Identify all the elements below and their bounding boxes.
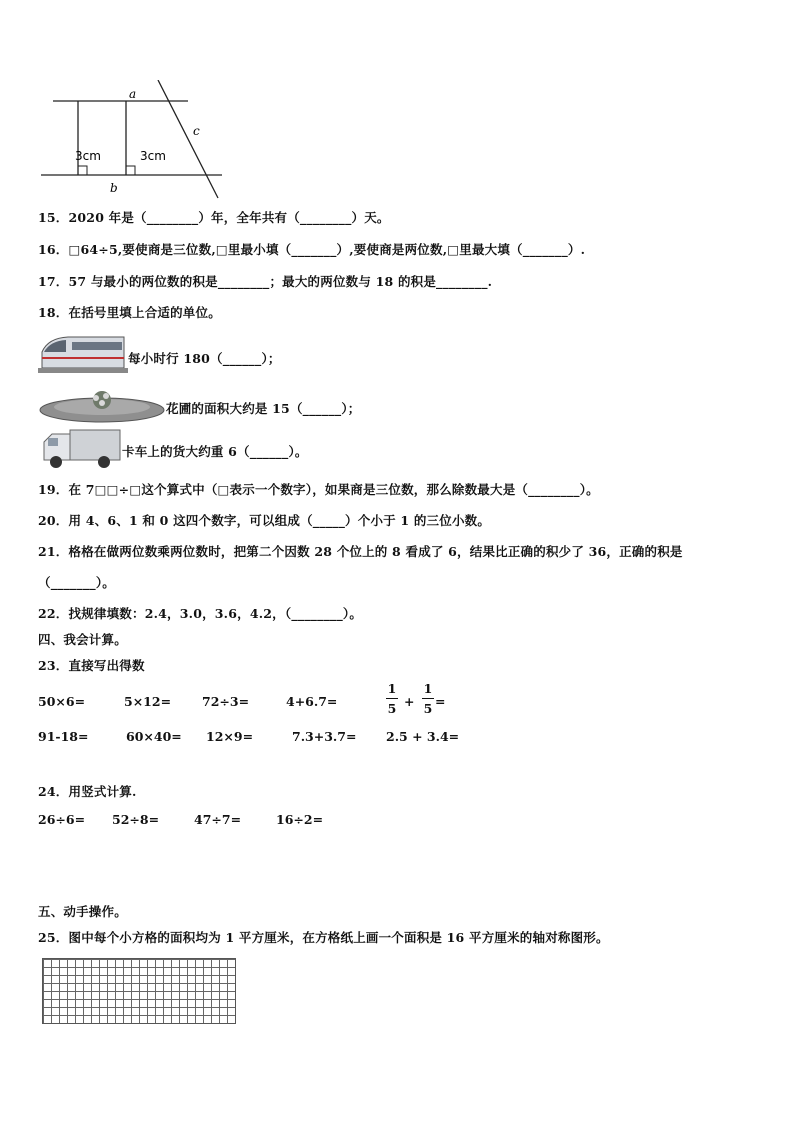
label-c: c	[193, 124, 200, 138]
calc-item: 4+6.7=	[286, 694, 338, 709]
calc-item: 91-18=	[38, 729, 89, 744]
question-18: 18．在括号里填上合适的单位。	[38, 305, 221, 320]
fraction-2	[422, 681, 434, 716]
label-a: a	[129, 87, 137, 101]
fraction-1	[386, 681, 398, 716]
train-icon	[38, 332, 128, 376]
grid-paper[interactable]	[42, 958, 236, 1024]
calc-item: 72÷3=	[202, 694, 250, 709]
question-21-line2: （_______）。	[38, 575, 116, 590]
equals-sign: =	[435, 694, 446, 709]
calc-item: 2.5 + 3.4=	[386, 729, 460, 744]
fraction-2-denominator: 5	[423, 701, 433, 716]
q18-item-truck: 卡车上的货大约重 6（______）。	[122, 444, 308, 459]
question-15: 15．2020 年是（________）年，全年共有（________）天。	[38, 210, 390, 225]
calc-item: 16÷2=	[276, 812, 324, 827]
section-4-heading: 四、我会计算。	[38, 632, 127, 647]
calc-item: 5×12=	[124, 694, 172, 709]
height-label-2: 3cm	[140, 149, 166, 163]
question-23: 23．直接写出得数	[38, 658, 145, 673]
question-19: 19．在 7□□÷□这个算式中（□表示一个数字），如果商是三位数，那么除数最大是（________）。	[38, 482, 599, 497]
calc-item: 50×6=	[38, 694, 86, 709]
section-5-heading: 五、动手操作。	[38, 904, 127, 919]
parallel-lines-figure	[38, 80, 228, 200]
fraction-1-numerator: 1	[387, 681, 397, 696]
question-16: 16．□64÷5,要使商是三位数,□里最小填（_______）,要使商是两位数,□里最大填（_______）.	[38, 242, 586, 257]
label-b: b	[110, 181, 118, 195]
question-25: 25．图中每个小方格的面积均为 1 平方厘米，在方格纸上画一个面积是 16 平方厘米的轴对称图形。	[38, 930, 609, 945]
calc-item: 7.3+3.7=	[292, 729, 357, 744]
flower-bed-icon	[38, 388, 166, 424]
truck-icon	[42, 428, 122, 470]
plus-sign: +	[404, 694, 415, 709]
question-21-line1: 21．格格在做两位数乘两位数时，把第二个因数 28 个位上的 8 看成了 6，结果比正确的积少了 36，正确的积是	[38, 544, 683, 559]
fraction-1-denominator: 5	[387, 701, 397, 716]
calc-item: 47÷7=	[194, 812, 242, 827]
question-20: 20．用 4、6、1 和 0 这四个数字，可以组成（_____）个小于 1 的三位小数。	[38, 513, 491, 528]
question-22: 22．找规律填数：2.4，3.0，3.6，4.2，（________）。	[38, 606, 363, 621]
fraction-2-numerator: 1	[423, 681, 433, 696]
calc-item: 12×9=	[206, 729, 254, 744]
question-24: 24．用竖式计算.	[38, 784, 137, 799]
q18-item-flower: 花圃的面积大约是 15（______）；	[166, 401, 361, 416]
question-17: 17．57 与最小的两位数的积是________；最大的两位数与 18 的积是________.	[38, 274, 493, 289]
q18-item-train: 每小时行 180（______）；	[128, 351, 281, 366]
calc-item: 26÷6=	[38, 812, 86, 827]
calc-item: 60×40=	[126, 729, 182, 744]
height-label-1: 3cm	[75, 149, 101, 163]
calc-item: 52÷8=	[112, 812, 160, 827]
